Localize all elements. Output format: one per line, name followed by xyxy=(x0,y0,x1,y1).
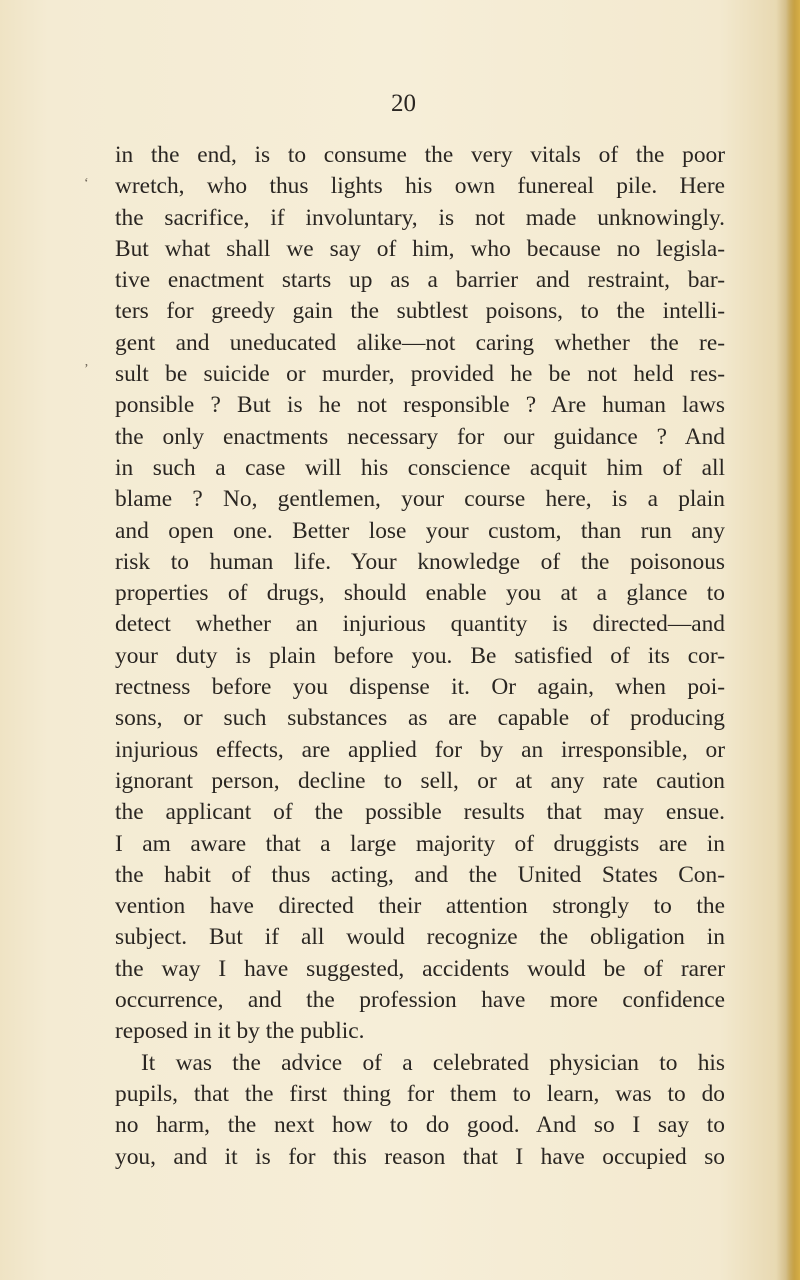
text-line: the way I have suggested, accidents would be of rarer xyxy=(115,955,725,982)
text-line: the sacrifice, if involuntary, is not made unknowingly. xyxy=(115,204,725,231)
margin-mark: ’ xyxy=(84,362,89,377)
page-number: 20 xyxy=(391,90,416,117)
text-line: sons, or such substances as are capable of producing xyxy=(115,705,725,732)
text-line: wretch, who thus lights his own funereal pile. Here xyxy=(115,173,725,200)
page-edge xyxy=(786,0,800,1280)
text-line: risk to human life. Your knowledge of the poisonous xyxy=(115,548,725,575)
text-line: occurrence, and the profession have more confidence xyxy=(115,987,725,1014)
text-line: your duty is plain before you. Be satisfied of its cor- xyxy=(115,642,725,669)
text-line: It was the advice of a celebrated physician to his xyxy=(141,1049,725,1076)
text-line: blame ? No, gentlemen, your course here, is a plain xyxy=(115,486,725,513)
text-line: tive enactment starts up as a barrier and restraint, bar- xyxy=(115,267,725,294)
text-line: the only enactments necessary for our guidance ? And xyxy=(115,423,725,450)
text-line: But what shall we say of him, who because no legisla- xyxy=(115,235,725,262)
margin-mark: ‘ xyxy=(84,176,89,191)
text-line: I am aware that a large majority of druggists are in xyxy=(115,830,725,857)
text-line: ignorant person, decline to sell, or at any rate caution xyxy=(115,767,725,794)
text-line: properties of drugs, should enable you at a glance to xyxy=(115,580,725,607)
body-text xyxy=(115,140,725,1173)
text-line: reposed in it by the public. xyxy=(115,1018,365,1045)
text-line: in the end, is to consume the very vitals of the poor xyxy=(115,142,725,168)
text-line: you, and it is for this reason that I have occupied so xyxy=(115,1143,725,1170)
text-line: the applicant of the possible results that may ensue. xyxy=(115,799,725,826)
text-line: the habit of thus acting, and the United States Con- xyxy=(115,861,725,888)
text-line: gent and uneducated alike—not caring whether the re- xyxy=(115,329,725,356)
text-line: pupils, that the first thing for them to learn, was to do xyxy=(115,1080,725,1107)
text-line: no harm, the next how to do good. And so I say to xyxy=(115,1112,725,1139)
text-line: rectness before you dispense it. Or again, when poi- xyxy=(115,674,725,701)
text-line: vention have directed their attention strongly to the xyxy=(115,893,725,920)
text-line: and open one. Better lose your custom, than run any xyxy=(115,517,725,544)
text-line: ponsible ? But is he not responsible ? Are human laws xyxy=(115,392,725,419)
text-line: subject. But if all would recognize the obligation in xyxy=(115,924,725,951)
text-line: ters for greedy gain the subtlest poisons, to the intelli- xyxy=(115,298,725,325)
text-line: detect whether an injurious quantity is directed—and xyxy=(115,611,725,638)
text-line: in such a case will his conscience acquit him of all xyxy=(115,454,725,481)
text-line: injurious effects, are applied for by an irresponsible, or xyxy=(115,736,725,763)
text-line: sult be suicide or murder, provided he be not held res- xyxy=(115,361,725,388)
